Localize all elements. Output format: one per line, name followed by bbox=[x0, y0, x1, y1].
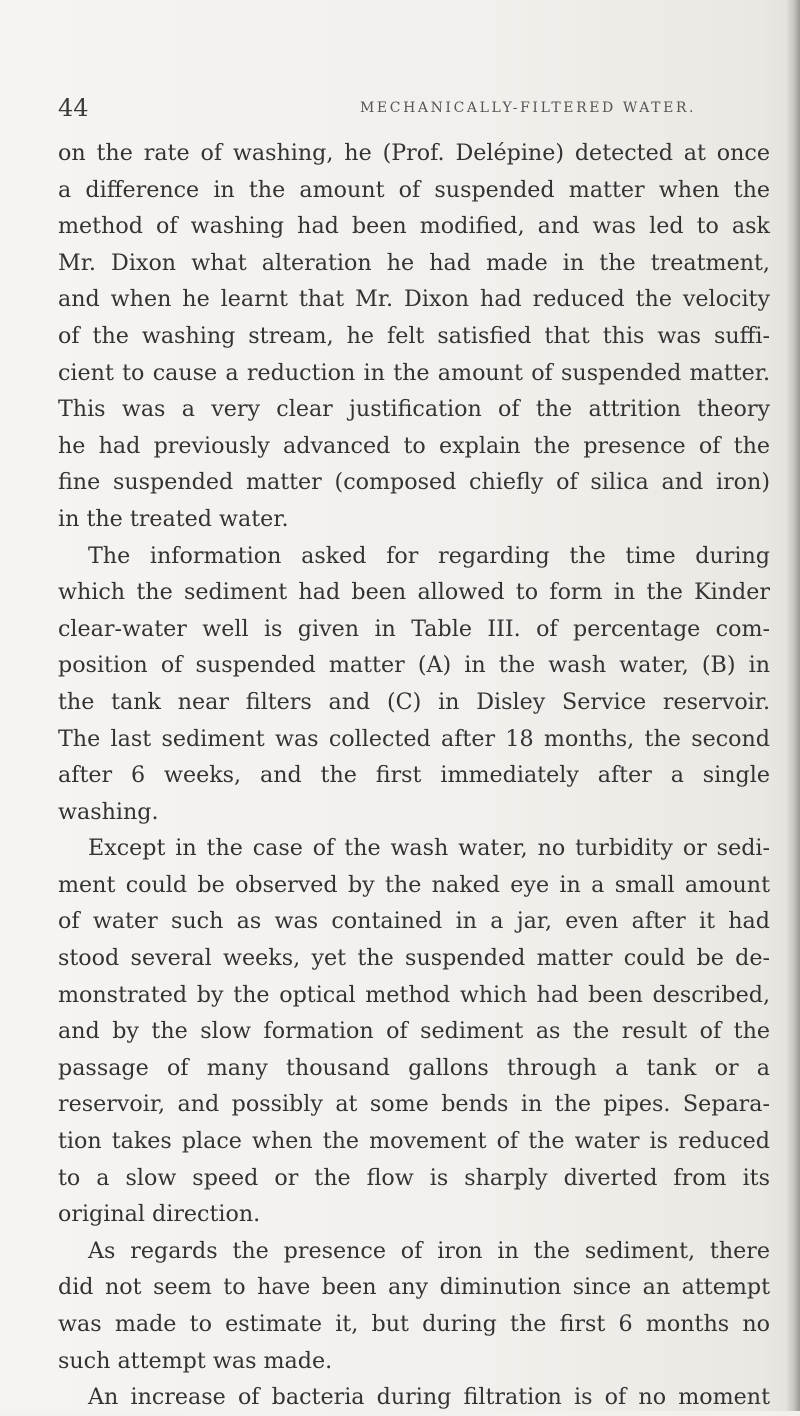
text-line: An increase of bacteria during filtration is of no moment bbox=[88, 1384, 770, 1411]
text-line: ment could be observed by the naked eye in a small amount bbox=[58, 871, 770, 898]
text-line: method of washing had been modified, and was led to ask bbox=[58, 213, 770, 240]
text-line: on the rate of washing, he (Prof. Delépine) detected at once bbox=[58, 140, 770, 166]
text-line: original direction. bbox=[58, 1201, 261, 1228]
text-line: As regards the presence of iron in the sediment, there bbox=[88, 1237, 770, 1264]
text-line: clear-water well is given in Table III. of percentage com- bbox=[58, 615, 770, 642]
text-line: after 6 weeks, and the first immediately after a single bbox=[58, 762, 770, 789]
text-line: position of suspended matter (A) in the wash water, (B) in bbox=[58, 652, 770, 679]
text-line: tion takes place when the movement of the water is reduced bbox=[58, 1128, 770, 1155]
text-line: and when he learnt that Mr. Dixon had reduced the velocity bbox=[58, 286, 770, 313]
text-line: The last sediment was collected after 18 months, the second bbox=[58, 725, 770, 752]
page-number: 44 bbox=[58, 94, 89, 122]
text-line: and by the slow formation of sediment as the result of the bbox=[58, 1018, 770, 1045]
page-header bbox=[0, 92, 800, 124]
page-edge-shadow bbox=[786, 0, 800, 1411]
text-line: of the washing stream, he felt satisfied that this was suffi- bbox=[58, 322, 770, 349]
text-line: Except in the case of the wash water, no turbidity or sedi- bbox=[88, 835, 770, 862]
text-line: was made to estimate it, but during the first 6 months no bbox=[58, 1311, 770, 1337]
text-line: which the sediment had been allowed to form in the Kinder bbox=[58, 579, 770, 606]
body-text bbox=[58, 135, 770, 1416]
text-line: such attempt was made. bbox=[58, 1347, 333, 1374]
text-line: a difference in the amount of suspended matter when the bbox=[58, 176, 770, 203]
text-line: he had previously advanced to explain the presence of the bbox=[58, 432, 770, 459]
text-line: The information asked for regarding the time during bbox=[88, 542, 770, 569]
text-line: passage of many thousand gallons through a tank or a bbox=[58, 1054, 770, 1081]
text-line: did not seem to have been any diminution since an attempt bbox=[58, 1274, 770, 1301]
text-line: reservoir, and possibly at some bends in the pipes. Separa- bbox=[58, 1091, 770, 1118]
text-line: stood several weeks, yet the suspended matter could be de- bbox=[58, 945, 770, 972]
running-head: MECHANICALLY-FILTERED WATER. bbox=[360, 100, 697, 116]
text-line: fine suspended matter (composed chiefly of silica and iron) bbox=[58, 469, 770, 496]
text-line: cient to cause a reduction in the amount of suspended matter. bbox=[58, 359, 770, 386]
text-line: the tank near filters and (C) in Disley Service reservoir. bbox=[58, 688, 770, 715]
text-line: of water such as was contained in a jar, even after it had bbox=[58, 908, 770, 935]
text-line: This was a very clear justification of the attrition theory bbox=[58, 396, 770, 423]
text-line: washing. bbox=[58, 798, 159, 825]
text-line: in the treated water. bbox=[58, 505, 289, 532]
text-line: Mr. Dixon what alteration he had made in the treatment, bbox=[58, 249, 770, 276]
text-line: monstrated by the optical method which had been described, bbox=[58, 981, 770, 1008]
text-line: to a slow speed or the flow is sharply diverted from its bbox=[58, 1164, 770, 1191]
